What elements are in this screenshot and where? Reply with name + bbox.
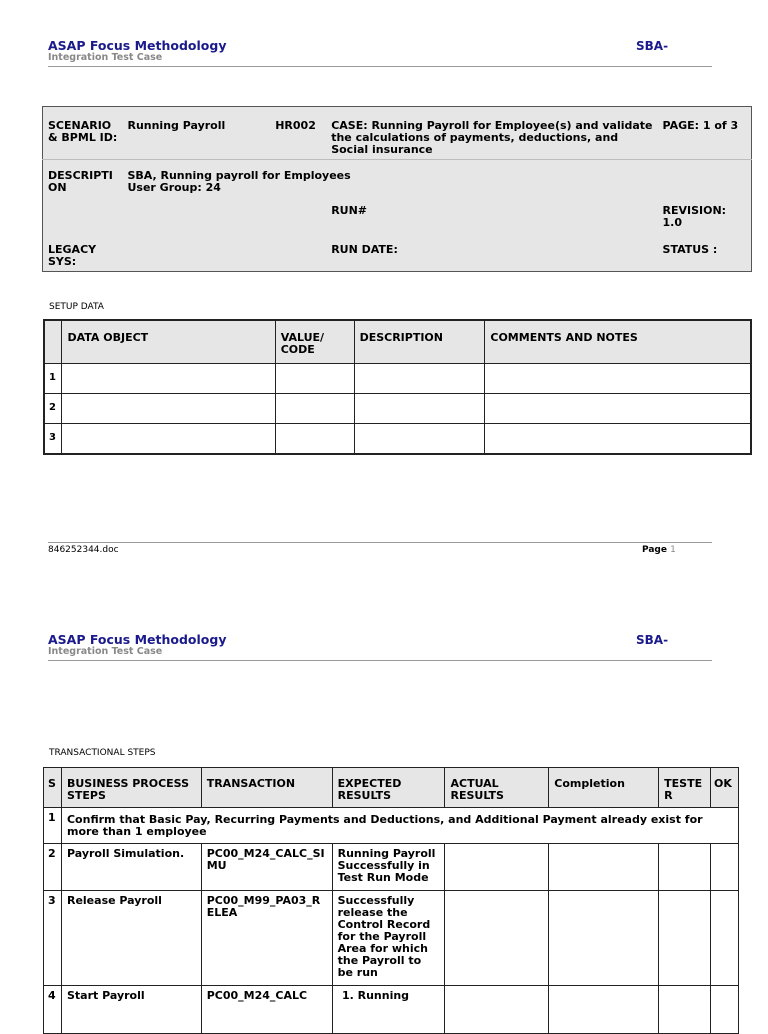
page-indicator: PAGE: 1 of 3 xyxy=(662,119,739,132)
steps-header-completion: Completion xyxy=(549,768,659,808)
steps-header-tester: TESTER xyxy=(659,768,711,808)
description-cell[interactable] xyxy=(354,424,485,455)
completion-cell[interactable] xyxy=(549,891,659,986)
empty-cell xyxy=(122,232,270,272)
table-row xyxy=(44,394,751,424)
transaction-code: PC00_M24_CALC_SIMU xyxy=(201,844,332,891)
completion-cell[interactable] xyxy=(549,986,659,1034)
scenario-id: HR002 xyxy=(275,119,316,132)
expected-result: Successfully release the Control Record for the Payroll Area for which the Payroll to be run xyxy=(332,891,445,986)
empty-cell xyxy=(43,197,123,232)
steps-caption: TRANSACTIONAL STEPS xyxy=(49,748,156,758)
table-row xyxy=(44,808,739,844)
run-label: RUN# xyxy=(331,204,368,217)
steps-header-expected: EXPECTED RESULTS xyxy=(332,768,445,808)
ok-cell[interactable] xyxy=(711,891,739,986)
tester-cell[interactable] xyxy=(659,844,711,891)
row-number: 1 xyxy=(44,364,62,394)
header-subtitle: Integration Test Case xyxy=(48,52,163,63)
actual-result-cell[interactable] xyxy=(445,844,549,891)
row-number: 3 xyxy=(44,424,62,455)
legacy-label: LEGACY SYS: xyxy=(48,243,97,268)
actual-result-cell[interactable] xyxy=(445,891,549,986)
comments-cell[interactable] xyxy=(485,364,751,394)
page-footer xyxy=(48,542,712,555)
header-code: SBA- xyxy=(636,39,669,53)
step-number: 3 xyxy=(44,891,62,986)
step-name: Start Payroll xyxy=(61,986,201,1034)
setup-header-description: DESCRIPTION xyxy=(354,320,485,364)
table-row xyxy=(44,986,739,1034)
row-number: 2 xyxy=(44,394,62,424)
transactional-steps-table xyxy=(43,767,739,1034)
scenario-label: SCENARIO & BPML ID: xyxy=(48,119,118,144)
table-row xyxy=(44,364,751,394)
table-row xyxy=(44,844,739,891)
step-number: 1 xyxy=(44,808,62,844)
header-title: ASAP Focus Methodology xyxy=(48,38,227,53)
setup-caption: SETUP DATA xyxy=(49,302,104,312)
steps-header-ok: OK xyxy=(711,768,739,808)
ok-cell[interactable] xyxy=(711,986,739,1034)
expected-list-item: 1. Running xyxy=(358,990,440,1002)
tester-cell[interactable] xyxy=(659,986,711,1034)
table-row xyxy=(44,424,751,455)
header-code: SBA- xyxy=(636,633,669,647)
transaction-code: PC00_M24_CALC xyxy=(201,986,332,1034)
setup-header-index xyxy=(44,320,62,364)
footer-page-number: 1 xyxy=(670,545,676,555)
ok-cell[interactable] xyxy=(711,844,739,891)
page-header-2 xyxy=(48,632,712,661)
steps-header-s: S xyxy=(44,768,62,808)
step-name: Payroll Simulation. xyxy=(61,844,201,891)
page-header xyxy=(48,38,712,67)
data-object-cell[interactable] xyxy=(62,364,275,394)
completion-cell[interactable] xyxy=(549,844,659,891)
steps-header-actual: ACTUAL RESULTS xyxy=(445,768,549,808)
header-title: ASAP Focus Methodology xyxy=(48,632,227,647)
description-cell[interactable] xyxy=(354,394,485,424)
setup-data-table xyxy=(43,319,752,455)
status-label: STATUS : xyxy=(662,243,718,256)
steps-header-transaction: TRANSACTION xyxy=(201,768,332,808)
step-number: 4 xyxy=(44,986,62,1034)
empty-cell xyxy=(122,197,270,232)
footer-page xyxy=(642,545,676,555)
value-cell[interactable] xyxy=(275,364,354,394)
scenario-name: Running Payroll xyxy=(127,119,226,132)
comments-cell[interactable] xyxy=(485,394,751,424)
description-label: DESCRIPTION xyxy=(43,160,123,198)
expected-result: Running Payroll Successfully in Test Run Mode xyxy=(332,844,445,891)
comments-cell[interactable] xyxy=(485,424,751,455)
description-line-1: SBA, Running payroll for Employees xyxy=(127,169,351,182)
description-line-2: User Group: 24 xyxy=(127,181,221,194)
empty-cell xyxy=(270,232,326,272)
footer-page-label: Page xyxy=(642,545,667,555)
value-cell[interactable] xyxy=(275,394,354,424)
transaction-code: PC00_M99_PA03_RELEA xyxy=(201,891,332,986)
value-cell[interactable] xyxy=(275,424,354,455)
step-note: Confirm that Basic Pay, Recurring Payments and Deductions, and Additional Payment already exist for more than 1 employee xyxy=(61,808,738,844)
setup-header-value-code: VALUE/ CODE xyxy=(275,320,354,364)
scenario-table xyxy=(42,106,752,272)
setup-header-data-object: DATA OBJECT xyxy=(62,320,275,364)
expected-list xyxy=(338,990,440,1002)
tester-cell[interactable] xyxy=(659,891,711,986)
step-name: Release Payroll xyxy=(61,891,201,986)
run-date-label: RUN DATE: xyxy=(331,243,398,256)
case-text: CASE: Running Payroll for Employee(s) and validate the calculations of payments, deductions, and Social insurance xyxy=(331,119,653,156)
empty-cell xyxy=(270,197,326,232)
description-value xyxy=(122,160,751,198)
data-object-cell[interactable] xyxy=(62,424,275,455)
revision: REVISION: 1.0 xyxy=(662,204,727,229)
steps-header-bps: BUSINESS PROCESS STEPS xyxy=(61,768,201,808)
actual-result-cell[interactable] xyxy=(445,986,549,1034)
description-cell[interactable] xyxy=(354,364,485,394)
header-subtitle: Integration Test Case xyxy=(48,646,163,657)
setup-header-comments: COMMENTS AND NOTES xyxy=(485,320,751,364)
table-row xyxy=(44,891,739,986)
step-number: 2 xyxy=(44,844,62,891)
expected-result xyxy=(332,986,445,1034)
data-object-cell[interactable] xyxy=(62,394,275,424)
footer-doc-name: 846252344.doc xyxy=(48,545,119,555)
